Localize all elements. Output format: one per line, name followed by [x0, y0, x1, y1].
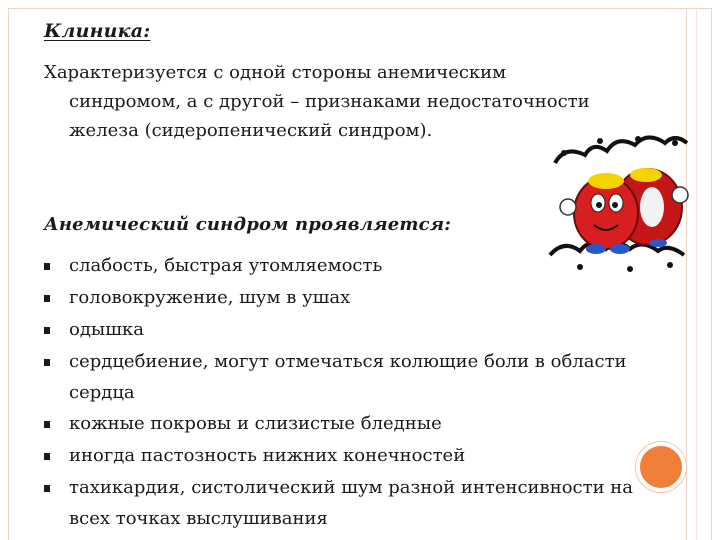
list-item: одышка	[44, 314, 644, 346]
list-item: головокружение, шум в ушах	[44, 282, 644, 314]
square-bullet-icon	[44, 359, 50, 366]
slide-heading: Клиника:	[44, 20, 151, 42]
list-item: сердцебиение, могут отмечаться колющие боли в области сердца	[44, 346, 644, 408]
list-item: слабость, быстрая утомляемость	[44, 250, 644, 282]
square-bullet-icon	[44, 263, 50, 270]
section-subheading: Анемический синдром проявляется:	[44, 214, 452, 235]
orange-circle-decoration	[636, 442, 686, 492]
square-bullet-icon	[44, 295, 50, 302]
square-bullet-icon	[44, 421, 50, 428]
intro-paragraph: Характеризуется с одной стороны анемическим синдромом, а с другой – признаками недостаточности железа (сидеропенический синдром).	[44, 62, 590, 141]
square-bullet-icon	[44, 453, 50, 460]
symptom-list	[44, 250, 644, 534]
square-bullet-icon	[44, 485, 50, 492]
list-item: кожные покровы и слизистые бледные	[44, 408, 644, 440]
list-item: тахикардия, систолический шум разной интенсивности на всех точках выслушивания	[44, 472, 644, 534]
list-item: иногда пастозность нижних конечностей	[44, 440, 644, 472]
square-bullet-icon	[44, 327, 50, 334]
red-blood-cell-mascot-icon	[540, 125, 715, 285]
